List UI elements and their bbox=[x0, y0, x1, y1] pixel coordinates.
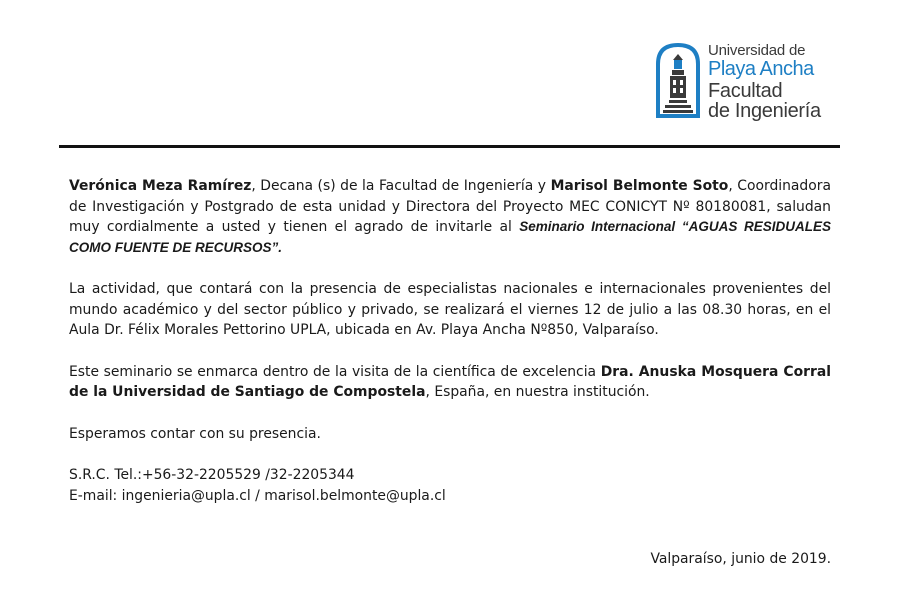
logo-wordmark bbox=[708, 43, 821, 121]
paragraph-text: , España, en nuestra institución. bbox=[425, 384, 650, 400]
letter-date: Valparaíso, junio de 2019. bbox=[650, 551, 831, 567]
contact-email: E-mail: ingenieria@upla.cl / marisol.belmonte@upla.cl bbox=[69, 487, 446, 504]
paragraph-activity: La actividad, que contará con la presencia de especialistas nacionales e internacionales provenientes del mundo académico y del sector público y privado, se realizará el viernes 12 de julio a las 08.30 horas, en el Aula Dr. Félix Morales Pettorino UPLA, ubicada en Av. Playa Ancha Nº850, Valparaíso. bbox=[69, 281, 831, 338]
seminar-title: Seminario Internacional “AGUAS RESIDUALES COMO FUENTE DE RECURSOS”. bbox=[69, 219, 832, 255]
paragraph-closing: Esperamos contar con su presencia. bbox=[69, 425, 321, 442]
contact-phone: S.R.C. Tel.:+56-32-2205529 /32-2205344 bbox=[69, 467, 355, 483]
lighthouse-icon bbox=[655, 42, 701, 118]
logo-ingenieria-line: de Ingeniería bbox=[708, 100, 821, 122]
paragraph-text: , Coordinadora de Investigación y Postgrado de esta unidad y Directora del Proyecto MEC CONICYT Nº 80180081, saludan muy cordialmente a usted y tienen el agrado de invitarle al bbox=[69, 178, 831, 235]
dean-name: Verónica Meza Ramírez bbox=[69, 178, 252, 194]
logo-university-line: Universidad de bbox=[708, 42, 806, 59]
letter-body bbox=[69, 176, 831, 506]
header-divider bbox=[59, 145, 840, 148]
logo-facultad-line: Facultad bbox=[708, 80, 783, 102]
paragraph-text: , Decana (s) de la Facultad de Ingeniería y bbox=[251, 178, 551, 194]
coordinator-name: Marisol Belmonte Soto bbox=[550, 178, 729, 194]
logo-playa-ancha-line: Playa Ancha bbox=[708, 58, 814, 80]
paragraph-invitation bbox=[69, 176, 831, 258]
faculty-logo bbox=[655, 42, 855, 122]
paragraph-visit bbox=[69, 362, 831, 403]
guest-scientist-name: Dra. Anuska Mosquera Corral de la Universidad de Santiago de Compostela bbox=[69, 363, 831, 400]
paragraph-text: Este seminario se enmarca dentro de la visita de la científica de excelencia bbox=[69, 363, 601, 380]
